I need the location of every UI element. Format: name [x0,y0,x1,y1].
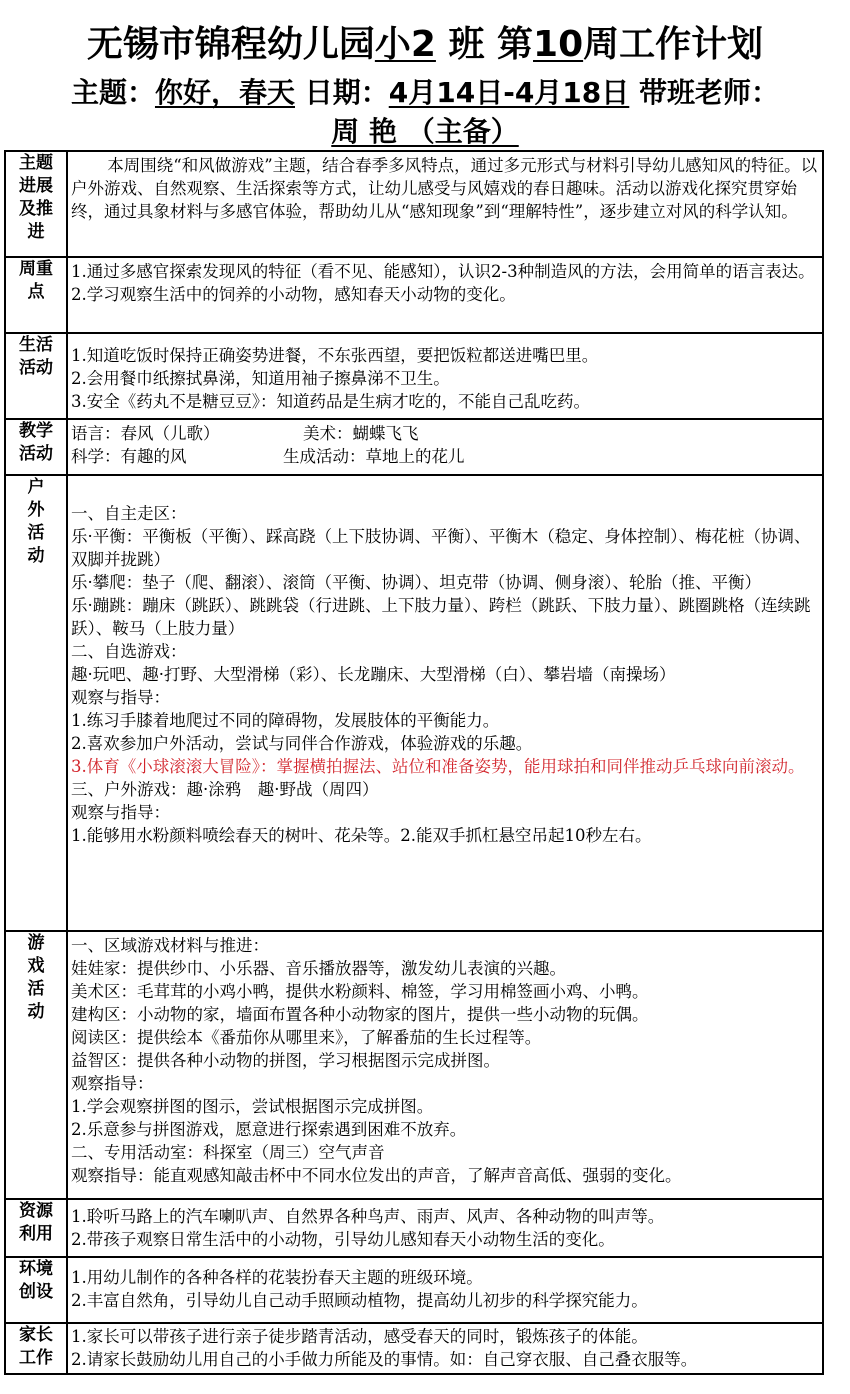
content-outdoor [67,475,823,931]
row-focus [5,257,823,333]
label-part: 利用 [19,1224,53,1244]
teacher-label: 带班老师： [639,76,780,109]
games-line: 1.学会观察拼图的图示，尝试根据图示完成拼图。 [71,1097,434,1116]
row-environment [5,1257,823,1323]
date-value: 4月14日-4月18日 [388,76,630,109]
label-part: 游 [27,933,45,953]
life-line: 1.知道吃饭时保持正确姿势进餐，不东张西望，要把饭粒都送进嘴巴里。 [71,346,599,365]
label-resources [5,1199,67,1257]
teacher-value: 周 艳 （主备） [331,115,519,148]
label-part: 活动 [19,444,53,464]
teaching-item: 语言：春风（儿歌） [71,424,220,443]
label-part: 家长 [19,1325,53,1345]
teaching-item: 生成活动：草地上的花儿 [283,447,465,466]
games-line: 益智区：提供各种小动物的拼图，学习根据图示完成拼图。 [71,1051,500,1070]
content-resources [67,1199,823,1257]
outdoor-line: 乐·蹦跳：蹦床（跳跃）、跳跳袋（行进跳、上下肢力量）、跨栏（跳跃、下肢力量）、跳圈跳格（连续跳跃）、鞍马（上肢力量） [71,596,811,638]
content-parents [67,1323,823,1374]
games-line: 观察指导：能直观感知敲击杯中不同水位发出的声音，了解声音高低、强弱的变化。 [71,1166,682,1185]
label-part: 活 [27,979,45,999]
header-meta [0,72,850,114]
row-games [5,931,823,1199]
games-line: 美术区：毛茸茸的小鸡小鸭，提供水粉颜料、棉签，学习用棉签画小鸡、小鸭。 [71,982,649,1001]
teaching-line [71,422,820,445]
title-week: 10 [533,24,584,65]
title-end: 周工作计划 [583,24,764,65]
label-teaching [5,419,67,475]
label-part: 外 [27,500,45,520]
teaching-item: 美术：蝴蝶飞飞 [303,424,419,443]
label-part: 进展 [19,176,53,196]
label-part: 创设 [19,1282,53,1302]
content-progress [67,151,823,257]
title-class: 小2 [374,24,436,65]
outdoor-line: 趣·玩吧、趣·打野、大型滑梯（彩）、长龙蹦床、大型滑梯（白）、攀岩墙（南操场） [71,665,676,684]
outdoor-line: 2.喜欢参加户外活动，尝试与同伴合作游戏，体验游戏的乐趣。 [71,734,533,753]
environment-line: 1.用幼儿制作的各种各样的花装扮春天主题的班级环境。 [71,1268,483,1287]
label-part: 教学 [19,421,53,441]
outdoor-line: 乐·攀爬：垫子（爬、翻滚）、滚筒（平衡、协调）、坦克带（协调、侧身滚）、轮胎（推、平衡） [71,573,761,592]
games-line: 阅读区：提供绘本《番茄你从哪里来》，了解番茄的生长过程等。 [71,1028,542,1047]
teaching-item: 科学：有趣的风 [71,447,187,466]
content-environment [67,1257,823,1323]
outdoor-line: 乐·平衡：平衡板（平衡）、踩高跷（上下肢协调、平衡）、平衡木（稳定、身体控制）、梅花桩（协调、双脚并拢跳） [71,527,811,569]
row-outdoor [5,475,823,931]
content-focus [67,257,823,333]
resources-line: 1.聆听马路上的汽车喇叭声、自然界各种鸟声、雨声、风声、各种动物的叫声等。 [71,1207,665,1226]
parents-line: 2.请家长鼓励幼儿用自己的小手做力所能及的事情。如：自己穿衣服、自己叠衣服等。 [71,1350,698,1369]
row-resources [5,1199,823,1257]
outdoor-line: 观察与指导： [71,688,170,707]
outdoor-line: 三、户外游戏：趣·涂鸦 趣·野战（周四） [71,780,379,799]
resources-line: 2.带孩子观察日常生活中的小动物，引导幼儿感知春天小动物生活的变化。 [71,1230,615,1249]
label-part: 生活 [19,335,53,355]
label-part: 环境 [19,1259,53,1279]
outdoor-line: 观察与指导： [71,803,170,822]
outdoor-line: 1.练习手膝着地爬过不同的障碍物，发展肢体的平衡能力。 [71,711,500,730]
label-part: 动 [27,546,45,566]
content-life [67,333,823,419]
label-part: 活 [27,523,45,543]
focus-line: 2.学习观察生活中的饲养的小动物，感知春天小动物的变化。 [71,285,516,304]
theme-value: 你好，春天 [154,76,295,109]
outdoor-highlight-line: 3.体育《小球滚滚大冒险》：掌握横拍握法、站位和准备姿势，能用球拍和同伴推动乒乓球向前滚动。 [71,757,805,776]
parents-line: 1.家长可以带孩子进行亲子徒步踏青活动，感受春天的同时，锻炼孩子的体能。 [71,1327,648,1346]
theme-label: 主题： [70,76,155,109]
games-line: 2.乐意参与拼图游戏，愿意进行探索遇到困难不放弃。 [71,1120,467,1139]
label-focus [5,257,67,333]
title-mid: 班 第 [448,24,534,65]
life-line: 2.会用餐巾纸擦拭鼻涕，知道用袖子擦鼻涕不卫生。 [71,369,450,388]
label-part: 户 [27,477,45,497]
label-part: 活动 [19,358,53,378]
environment-line: 2.丰富自然角，引导幼儿自己动手照顾动植物，提高幼儿初步的科学探究能力。 [71,1291,648,1310]
label-part: 进 [27,222,45,242]
label-part: 资源 [19,1201,53,1221]
label-environment [5,1257,67,1323]
weekly-plan-table [4,150,824,1375]
label-part: 工作 [19,1348,53,1368]
life-line: 3.安全《药丸不是糖豆豆》：知道药品是生病才吃的，不能自己乱吃药。 [71,392,590,411]
games-line: 二、专用活动室：科探室（周三）空气声音 [71,1143,385,1162]
content-games [67,931,823,1199]
row-progress [5,151,823,257]
date-label: 日期： [304,76,389,109]
label-part: 主题 [19,153,53,173]
row-parents [5,1323,823,1374]
row-life [5,333,823,419]
label-part: 动 [27,1002,45,1022]
label-part: 点 [27,282,45,302]
page-title [0,20,850,70]
teacher-line [0,112,850,152]
label-games [5,931,67,1199]
outdoor-line: 二、自选游戏： [71,642,187,661]
label-outdoor [5,475,67,931]
games-line: 娃娃家：提供纱巾、小乐器、音乐播放器等，激发幼儿表演的兴趣。 [71,959,566,978]
content-teaching [67,419,823,475]
label-part: 戏 [27,956,45,976]
focus-line: 1.通过多感官探索发现风的特征（看不见、能感知），认识2-3种制造风的方法，会用简单的语言表达。 [71,262,815,281]
outdoor-line: 1.能够用水粉颜料喷绘春天的树叶、花朵等。2.能双手抓杠悬空吊起10秒左右。 [71,826,652,845]
label-part: 周重 [19,259,53,279]
progress-text: 本周围绕“和风做游戏”主题，结合春季多风特点，通过多元形式与材料引导幼儿感知风的特征。以户外游戏、自然观察、生活探索等方式，让幼儿感受与风嬉戏的春日趣味。活动以游戏化探究贯穿始终，通过具象材料与多感官体验，帮助幼儿从“感知现象”到“理解特性”，逐步建立对风的科学认知。 [71,156,818,221]
row-teaching [5,419,823,475]
games-line: 一、区域游戏材料与推进： [71,936,269,955]
teaching-line [71,445,820,468]
label-progress [5,151,67,257]
games-line: 建构区：小动物的家，墙面布置各种小动物家的图片，提供一些小动物的玩偶。 [71,1005,649,1024]
games-line: 观察指导： [71,1074,154,1093]
outdoor-line: 一、自主走区： [71,504,187,523]
title-school: 无锡市锦程幼儿园 [86,24,375,65]
label-parents [5,1323,67,1374]
label-part: 及推 [19,199,53,219]
label-life [5,333,67,419]
